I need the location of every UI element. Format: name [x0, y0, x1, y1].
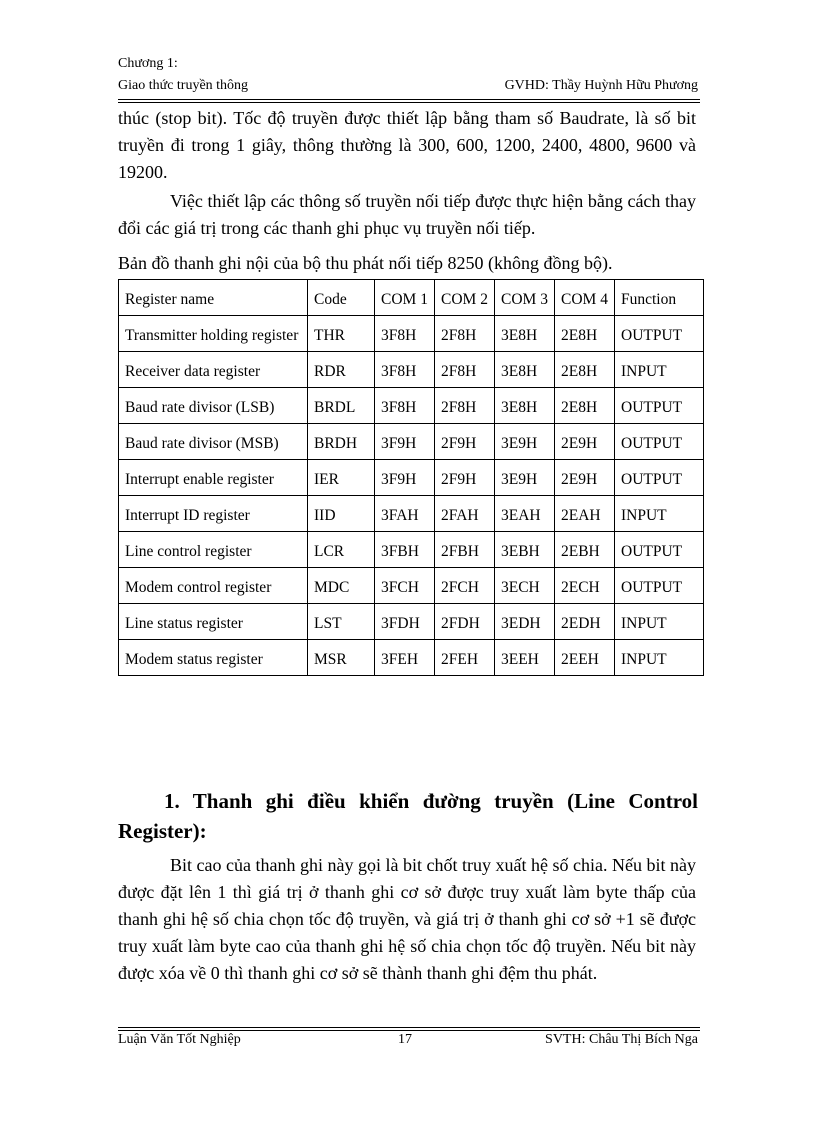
header-cell-code: Code: [308, 280, 375, 316]
table-caption: Bản đồ thanh ghi nội của bộ thu phát nối tiếp 8250 (không đồng bộ).: [118, 253, 613, 273]
header-cell-com3: COM 3: [495, 280, 555, 316]
cell-code: IID: [308, 496, 375, 532]
cell-com3: 3E9H: [495, 460, 555, 496]
cell-function: OUTPUT: [615, 316, 704, 352]
cell-code: BRDL: [308, 388, 375, 424]
cell-register-name: Baud rate divisor (LSB): [119, 388, 308, 424]
cell-com2: 2F8H: [435, 316, 495, 352]
paragraph-baudrate: thúc (stop bit). Tốc độ truyền được thiết lập bằng tham số Baudrate, là số bit truyền đi trong 1 giây, thông thường là 300, 600, 1200, 2400, 4800, 9600 và 19200.: [118, 108, 696, 182]
cell-function: INPUT: [615, 352, 704, 388]
cell-com2: 2F8H: [435, 388, 495, 424]
section-heading: 1. Thanh ghi điều khiển đường truyền (Line Control Register):: [118, 789, 698, 843]
cell-code: LCR: [308, 532, 375, 568]
header-cell-com4: COM 4: [555, 280, 615, 316]
cell-com3: 3EAH: [495, 496, 555, 532]
cell-function: INPUT: [615, 640, 704, 676]
header-chapter: Chương 1:: [118, 56, 178, 71]
table-row: [119, 568, 704, 604]
cell-com4: 2E8H: [555, 388, 615, 424]
cell-register-name: Line status register: [119, 604, 308, 640]
header-topic: Giao thức truyền thông: [118, 78, 249, 93]
footer-student: SVTH: Châu Thị Bích Nga: [545, 1032, 698, 1047]
cell-com3: 3E8H: [495, 352, 555, 388]
cell-com3: 3E9H: [495, 424, 555, 460]
cell-com4: 2EEH: [555, 640, 615, 676]
header-cell-register-name: Register name: [119, 280, 308, 316]
cell-code: THR: [308, 316, 375, 352]
cell-com2: 2F9H: [435, 460, 495, 496]
table-row: [119, 316, 704, 352]
cell-com2: 2FEH: [435, 640, 495, 676]
cell-com3: 3ECH: [495, 568, 555, 604]
footer-divider: [118, 1027, 700, 1031]
cell-com4: 2EDH: [555, 604, 615, 640]
table-row: [119, 460, 704, 496]
cell-register-name: Baud rate divisor (MSB): [119, 424, 308, 460]
header-cell-com2: COM 2: [435, 280, 495, 316]
cell-com1: 3FDH: [375, 604, 435, 640]
cell-function: OUTPUT: [615, 460, 704, 496]
table-row: [119, 532, 704, 568]
cell-com4: 2ECH: [555, 568, 615, 604]
cell-com1: 3F9H: [375, 424, 435, 460]
cell-code: BRDH: [308, 424, 375, 460]
cell-com1: 3FCH: [375, 568, 435, 604]
table-row: [119, 352, 704, 388]
cell-com4: 2E9H: [555, 424, 615, 460]
cell-com4: 2EAH: [555, 496, 615, 532]
cell-com3: 3E8H: [495, 316, 555, 352]
cell-register-name: Line control register: [119, 532, 308, 568]
cell-register-name: Transmitter holding register: [119, 316, 308, 352]
header-advisor: GVHD: Thầy Huỳnh Hữu Phương: [504, 78, 698, 93]
cell-register-name: Modem status register: [119, 640, 308, 676]
cell-com1: 3FAH: [375, 496, 435, 532]
table-row: [119, 496, 704, 532]
cell-com2: 2F8H: [435, 352, 495, 388]
cell-register-name: Interrupt ID register: [119, 496, 308, 532]
register-table: [118, 279, 704, 676]
cell-function: OUTPUT: [615, 568, 704, 604]
cell-com1: 3F8H: [375, 352, 435, 388]
footer-thesis: Luận Văn Tốt Nghiệp: [118, 1032, 241, 1047]
cell-register-name: Receiver data register: [119, 352, 308, 388]
cell-com4: 2E8H: [555, 316, 615, 352]
cell-function: OUTPUT: [615, 424, 704, 460]
cell-com3: 3EDH: [495, 604, 555, 640]
cell-com4: 2EBH: [555, 532, 615, 568]
header-cell-com1: COM 1: [375, 280, 435, 316]
cell-code: MSR: [308, 640, 375, 676]
cell-com1: 3F9H: [375, 460, 435, 496]
cell-code: MDC: [308, 568, 375, 604]
cell-com4: 2E8H: [555, 352, 615, 388]
table-row: [119, 640, 704, 676]
table-row: [119, 424, 704, 460]
cell-com3: 3E8H: [495, 388, 555, 424]
cell-com2: 2FAH: [435, 496, 495, 532]
page-number: 17: [398, 1032, 412, 1047]
paragraph-lcr: Bit cao của thanh ghi này gọi là bit chốt truy xuất hệ số chia. Nếu bit này được đặt lên 1 thì giá trị ở thanh ghi cơ sở được truy xuất làm byte thấp của thanh ghi hệ số chia chọn tốc độ truyền, và giá trị ở thanh ghi cơ sở +1 sẽ được truy xuất làm byte cao của thanh ghi hệ số chia chọn tốc độ truyền. Nếu bit này được xóa về 0 thì thanh ghi cơ sở sẽ thành thanh ghi đệm thu phát.: [118, 855, 696, 983]
cell-code: RDR: [308, 352, 375, 388]
cell-register-name: Modem control register: [119, 568, 308, 604]
cell-com1: 3FEH: [375, 640, 435, 676]
cell-com2: 2F9H: [435, 424, 495, 460]
cell-com2: 2FCH: [435, 568, 495, 604]
cell-com1: 3F8H: [375, 316, 435, 352]
cell-function: INPUT: [615, 496, 704, 532]
cell-code: LST: [308, 604, 375, 640]
cell-com1: 3FBH: [375, 532, 435, 568]
cell-com2: 2FDH: [435, 604, 495, 640]
cell-com2: 2FBH: [435, 532, 495, 568]
cell-function: OUTPUT: [615, 532, 704, 568]
cell-register-name: Interrupt enable register: [119, 460, 308, 496]
table-row: [119, 388, 704, 424]
cell-function: OUTPUT: [615, 388, 704, 424]
cell-com1: 3F8H: [375, 388, 435, 424]
paragraph-settings: Việc thiết lập các thông số truyền nối tiếp được thực hiện bằng cách thay đổi các giá trị trong các thanh ghi phục vụ truyền nối tiếp.: [118, 191, 696, 238]
cell-code: IER: [308, 460, 375, 496]
cell-function: INPUT: [615, 604, 704, 640]
header-divider: [118, 99, 700, 103]
cell-com3: 3EEH: [495, 640, 555, 676]
table-row: [119, 604, 704, 640]
cell-com3: 3EBH: [495, 532, 555, 568]
table-header-row: [119, 280, 704, 316]
cell-com4: 2E9H: [555, 460, 615, 496]
header-cell-function: Function: [615, 280, 704, 316]
